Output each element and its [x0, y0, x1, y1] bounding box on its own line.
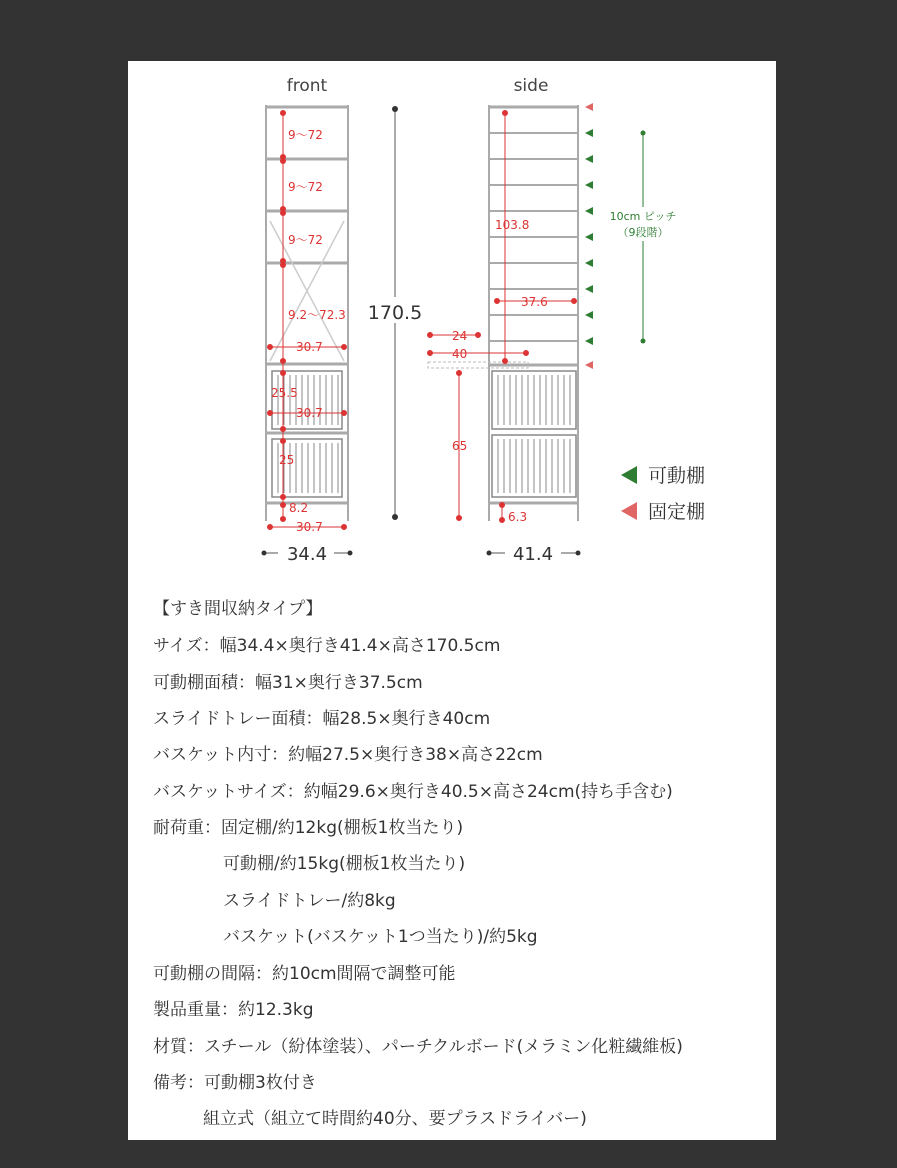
front-basket2-height: 25 [279, 453, 295, 467]
spec-basket-size: バスケットサイズ：約幅29.6×奥行き40.5×高さ24cm(持ち手含む) [153, 782, 673, 802]
movable-shelf-arrow [585, 129, 593, 137]
spec-load-basket: バスケット(バスケット1つ当たり)/約5kg [223, 927, 538, 947]
side-slide-24: 24 [452, 329, 468, 343]
pitch-steps: （9段階） [617, 226, 669, 239]
front-bottom-height: 8.2 [289, 501, 309, 515]
product-panel [128, 61, 776, 1140]
front-basket1-height: 25.5 [271, 386, 298, 400]
height-indicator [364, 106, 426, 520]
legend [621, 465, 705, 523]
legend-fixed: 固定棚 [648, 501, 706, 523]
front-label: front [286, 76, 328, 96]
spec-tray-area: スライドトレー面積：幅28.5×奥行き40cm [153, 709, 491, 729]
side-basket-upper [492, 371, 576, 429]
shelf-position-arrows [585, 103, 593, 369]
spec-material: 材質：スチール（紛体塗装）、パーチクルボード(メラミン化粧繊維板) [153, 1037, 683, 1057]
spec-interval: 可動棚の間隔：約10cm間隔で調整可能 [153, 964, 456, 984]
side-width: 41.4 [512, 544, 554, 565]
side-foot-height: 6.3 [508, 510, 528, 524]
front-gap-4: 9.2～72.3 [288, 308, 346, 322]
movable-shelf-arrow [585, 259, 593, 267]
spec-load-movable: 可動棚/約15kg(棚板1枚当たり) [223, 854, 466, 874]
front-bottom-width: 30.7 [296, 520, 323, 534]
side-basket-lower [492, 435, 576, 497]
spec-shelf-area: 可動棚面積：幅31×奥行き37.5cm [153, 673, 423, 693]
movable-shelf-arrow [585, 155, 593, 163]
spec-load-fixed: 耐荷重：固定棚/約12kg(棚板1枚当たり) [153, 818, 464, 838]
fixed-shelf-arrow-top [585, 103, 593, 111]
pitch-indicator [606, 131, 680, 344]
side-upper-height: 103.8 [495, 218, 530, 232]
side-width-indicator [487, 542, 581, 565]
legend-movable: 可動棚 [648, 465, 706, 487]
spec-assembly: 組立式（組立て時間約40分、要プラスドライバー) [203, 1109, 587, 1129]
side-lower-height: 65 [452, 439, 468, 453]
spec-load-tray: スライドトレー/約8kg [223, 891, 396, 911]
front-gap-3: 9～72 [288, 233, 323, 247]
front-width-indicator [262, 542, 353, 565]
dimension-diagram [128, 61, 776, 591]
movable-shelf-arrow [585, 285, 593, 293]
fixed-legend-icon [621, 502, 637, 520]
front-gap-1: 9～72 [288, 128, 323, 142]
side-dimension-lines [428, 111, 577, 523]
spec-weight: 製品重量：約12.3kg [153, 1000, 314, 1020]
front-tray-inner: 30.7 [296, 340, 323, 354]
movable-shelf-arrow [585, 207, 593, 215]
front-basket1-width: 30.7 [296, 406, 323, 420]
front-width: 34.4 [286, 544, 328, 565]
movable-legend-icon [621, 466, 637, 484]
spec-note: 備考：可動棚3枚付き [153, 1073, 317, 1093]
pitch-label: 10cm ピッチ [609, 210, 677, 223]
spec-title: 【すき間収納タイプ】 [153, 599, 323, 619]
spec-basket-inner: バスケット内寸：約幅27.5×奥行き38×高さ22cm [153, 745, 543, 765]
movable-shelf-arrow [585, 311, 593, 319]
spec-size: サイズ：幅34.4×奥行き41.4×高さ170.5cm [153, 636, 501, 656]
front-gap-2: 9～72 [288, 180, 323, 194]
total-height: 170.5 [367, 302, 423, 324]
side-shelf-depth: 37.6 [521, 295, 548, 309]
movable-shelf-arrow [585, 233, 593, 241]
movable-shelf-arrow [585, 337, 593, 345]
fixed-shelf-arrow-bottom [585, 361, 593, 369]
movable-shelf-arrow [585, 181, 593, 189]
side-slide-40: 40 [452, 347, 468, 361]
side-label: side [513, 76, 549, 96]
